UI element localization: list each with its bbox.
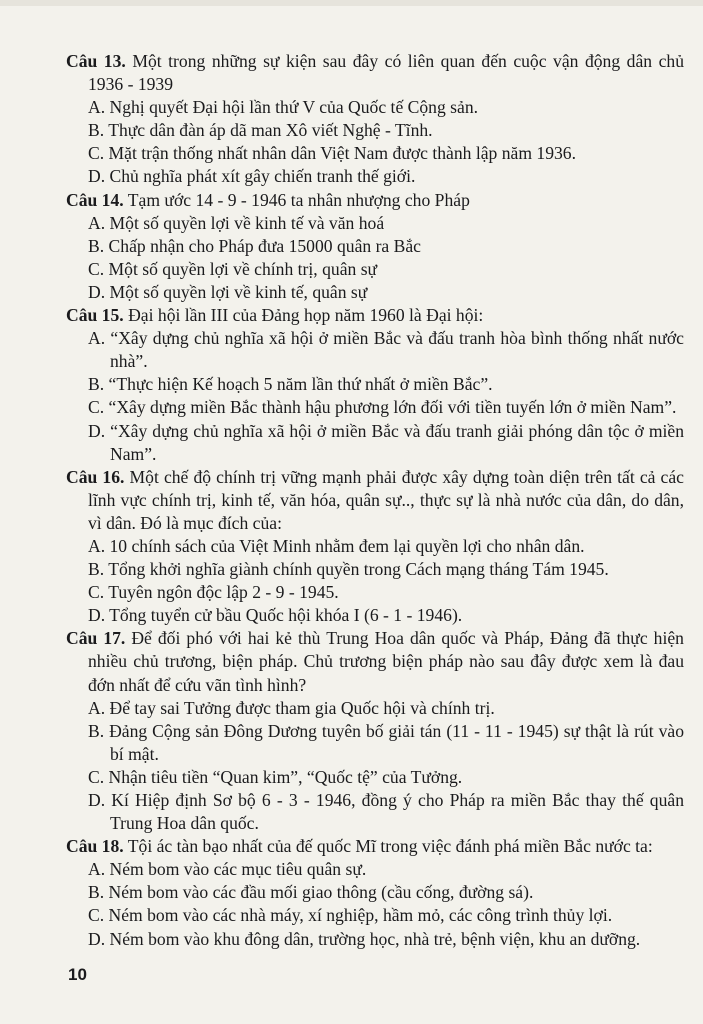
answer-option: A. Nghị quyết Đại hội lần thứ V của Quốc tế Cộng sản. (88, 97, 479, 118)
answer-option: A. Để tay sai Tưởng được tham gia Quốc hội và chính trị. (88, 697, 495, 718)
answer-option: B. Đảng Cộng sản Đông Dương tuyên bố giải tán (11 - 11 - 1945) sự thật là rút vào bí mật. (88, 720, 684, 764)
answer-option: A. “Xây dựng chủ nghĩa xã hội ở miền Bắc và đấu tranh hòa bình thống nhất nước nhà”. (88, 328, 684, 372)
answer-option: C. “Xây dựng miền Bắc thành hậu phương lớn đối với tiền tuyến lớn ở miền Nam”. (88, 397, 677, 418)
question-list (66, 50, 684, 951)
question-block (66, 835, 684, 950)
answer-option: D. Ném bom vào khu đông dân, trường học, nhà trẻ, bệnh viện, khu an dưỡng. (88, 928, 641, 949)
question-label: Câu 16. (66, 466, 125, 487)
answer-option: C. Một số quyền lợi về chính trị, quân sự (88, 258, 378, 279)
question-text (66, 50, 684, 96)
question-block (66, 189, 684, 304)
question-text (66, 627, 684, 696)
answer-option: C. Mặt trận thống nhất nhân dân Việt Nam được thành lập năm 1936. (88, 143, 576, 164)
answer-option: D. Kí Hiệp định Sơ bộ 6 - 3 - 1946, đồng ý cho Pháp ra miền Bắc thay thế quân Trung Hoa dân quốc. (88, 790, 684, 834)
question-stem: Tội ác tàn bạo nhất của đế quốc Mĩ trong việc đánh phá miền Bắc nước ta: (127, 836, 653, 857)
question-text (66, 835, 684, 858)
question-stem: Để đối phó với hai kẻ thù Trung Hoa dân quốc và Pháp, Đảng đã thực hiện nhiều chủ trương, biện pháp. Chủ trương biện pháp nào sau đây được xem là đau đớn nhất để cứu vãn tình hình? (88, 628, 684, 695)
question-text (66, 466, 684, 535)
answer-option: B. “Thực hiện Kế hoạch 5 năm lần thứ nhất ở miền Bắc”. (88, 374, 493, 395)
answer-option: D. Tổng tuyển cử bầu Quốc hội khóa I (6 - 1 - 1946). (88, 605, 463, 626)
question-text (66, 189, 684, 212)
answer-option: D. Chủ nghĩa phát xít gây chiến tranh thế giới. (88, 166, 416, 187)
question-label: Câu 13. (66, 51, 126, 71)
answer-option: C. Tuyên ngôn độc lập 2 - 9 - 1945. (88, 582, 339, 603)
question-stem: Một trong những sự kiện sau đây có liên quan đến cuộc vận động dân chủ 1936 - 1939 (88, 51, 684, 95)
question-stem: Tạm ước 14 - 9 - 1946 ta nhân nhượng cho Pháp (127, 189, 470, 210)
answer-option: C. Ném bom vào các nhà máy, xí nghiệp, hầm mỏ, các công trình thủy lợi. (88, 905, 613, 926)
question-block (66, 466, 684, 628)
answer-option: A. Ném bom vào các mục tiêu quân sự. (88, 859, 367, 880)
question-block (66, 50, 684, 189)
question-stem: Đại hội lần III của Đảng họp năm 1960 là Đại hội: (128, 305, 484, 326)
question-block (66, 627, 684, 835)
question-label: Câu 17. (66, 628, 126, 649)
question-label: Câu 18. (66, 836, 124, 857)
answer-option: D. “Xây dựng chủ nghĩa xã hội ở miền Bắc và đấu tranh giải phóng dân tộc ở miền Nam”. (88, 420, 684, 464)
page-number: 10 (68, 965, 87, 984)
question-block (66, 304, 684, 466)
answer-option: D. Một số quyền lợi về kinh tế, quân sự (88, 281, 368, 302)
question-text (66, 304, 684, 327)
answer-option: A. Một số quyền lợi về kinh tế và văn hoá (88, 212, 385, 233)
question-label: Câu 15. (66, 305, 124, 326)
question-stem: Một chế độ chính trị vững mạnh phải được xây dựng toàn diện trên tất cả các lĩnh vực chính trị, kinh tế, văn hóa, quân sự.., thực sự là nhà nước của dân, do dân, vì dân. Đó là mục đích của: (88, 466, 684, 533)
answer-option: B. Chấp nhận cho Pháp đưa 15000 quân ra Bắc (88, 235, 421, 256)
answer-option: C. Nhận tiêu tiền “Quan kim”, “Quốc tệ” của Tưởng. (88, 766, 463, 787)
answer-option: B. Thực dân đàn áp dã man Xô viết Nghệ - Tĩnh. (88, 120, 433, 141)
question-label: Câu 14. (66, 189, 124, 210)
answer-option: A. 10 chính sách của Việt Minh nhằm đem lại quyền lợi cho nhân dân. (88, 535, 585, 556)
answer-option: B. Tổng khởi nghĩa giành chính quyền trong Cách mạng tháng Tám 1945. (88, 559, 609, 580)
answer-option: B. Ném bom vào các đầu mối giao thông (cầu cống, đường sá). (88, 882, 534, 903)
page-top-edge (0, 0, 703, 6)
